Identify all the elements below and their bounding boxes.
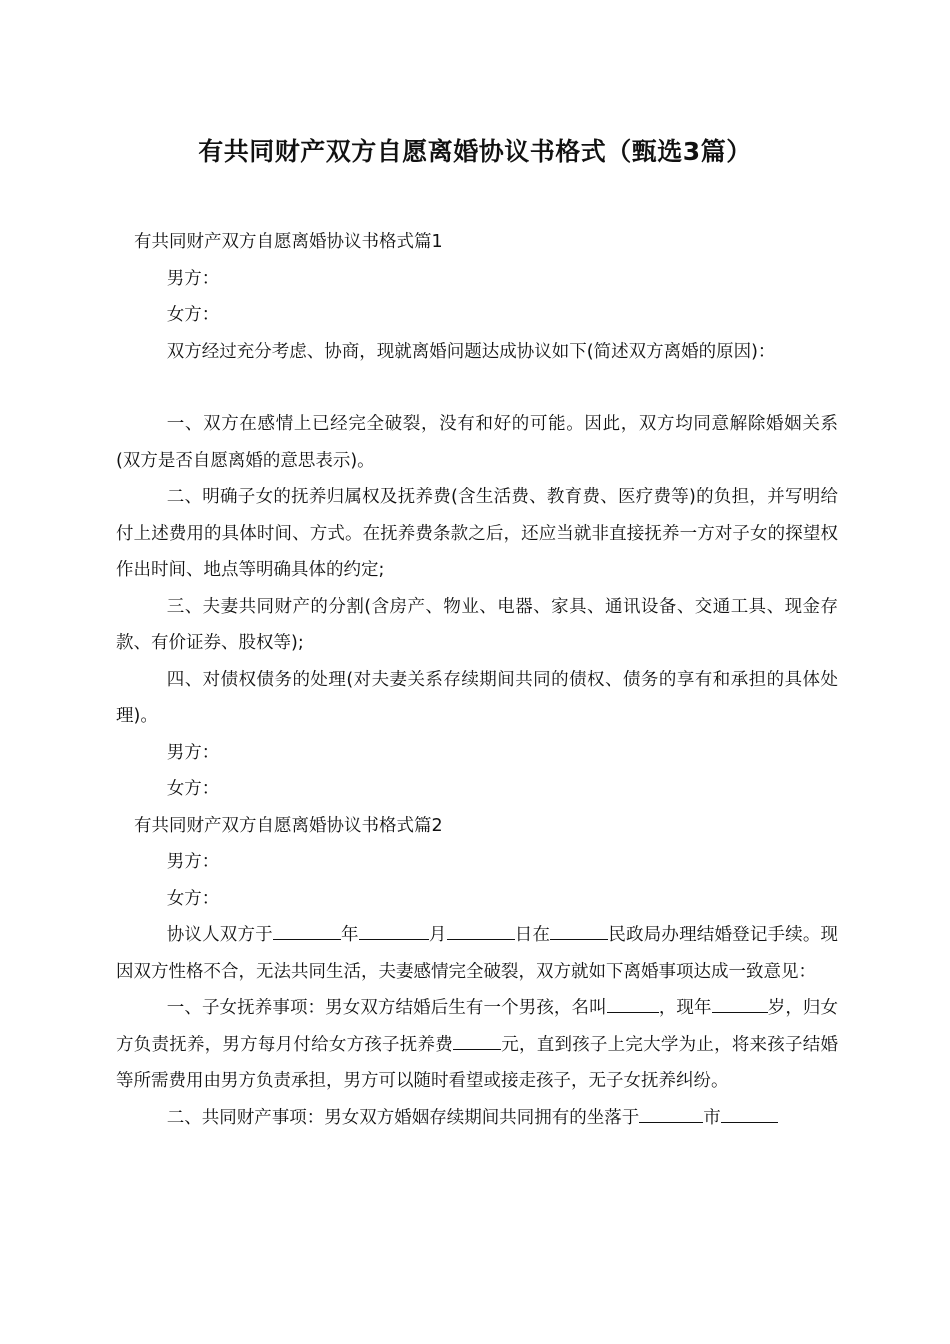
paragraph-gap xyxy=(116,370,838,406)
section2-agreement-paragraph xyxy=(116,917,838,990)
child-text-c: 岁，归女方负责抚养，男方每月付给女方孩子抚养费 xyxy=(116,998,839,1055)
month-label: 月 xyxy=(428,925,447,945)
section1-item2: 二、明确子女的抚养归属权及抚养费(含生活费、教育费、医疗费等)的负担，并写明给付上述费用的具体时间、方式。在抚养费条款之后，还应当就非直接抚养一方对子女的探望权作出时间、地点等明确具体的约定; xyxy=(116,487,838,580)
day-label: 日在 xyxy=(514,925,551,945)
document-body xyxy=(116,224,838,1136)
section1-male-label: 男方： xyxy=(166,268,220,289)
section2-child-paragraph xyxy=(116,990,838,1100)
section1-female-signature: 女方： xyxy=(166,779,220,799)
section1-female-label: 女方： xyxy=(166,305,220,325)
section1-intro: 双方经过充分考虑、协商，现就离婚问题达成协议如下(简述双方离婚的原因)： xyxy=(166,341,776,362)
section1-item4: 四、对债权债务的处理(对夫妻关系存续期间共同的债权、债务的享有和承担的具体处理)。 xyxy=(116,669,838,726)
child-age-blank xyxy=(712,994,758,1013)
child-name-blank xyxy=(607,994,659,1013)
child-text-b: ，现年 xyxy=(658,998,712,1018)
day-blank xyxy=(447,921,515,940)
bureau-blank xyxy=(550,921,608,940)
document-title: 有共同财产双方自愿离婚协议书格式（甄选3篇） xyxy=(198,137,752,166)
child-age-blank-wrap xyxy=(758,994,768,1013)
property-text-a: 二、共同财产事项：男女双方婚姻存续期间共同拥有的坐落于 xyxy=(166,1107,640,1128)
district-blank xyxy=(721,1103,778,1122)
child-text-a: 一、子女抚养事项：男女双方结婚后生有一个男孩，名叫 xyxy=(166,998,607,1018)
section1-male-signature: 男方： xyxy=(166,742,220,763)
section2-heading: 有共同财产双方自愿离婚协议书格式篇2 xyxy=(134,815,443,836)
month-blank xyxy=(359,921,429,940)
property-text-b: 市 xyxy=(703,1107,721,1128)
section2-property-paragraph xyxy=(116,1100,838,1137)
support-amount-blank xyxy=(453,1030,501,1049)
section1-item1: 一、双方在感情上已经完全破裂，没有和好的可能。因此，双方均同意解除婚姻关系(双方是否自愿离婚的意思表示)。 xyxy=(116,414,838,471)
section2-female-label: 女方： xyxy=(166,888,220,909)
section2-male-label: 男方： xyxy=(166,852,220,872)
agreement-text-start: 协议人双方于 xyxy=(166,925,273,945)
section1-heading: 有共同财产双方自愿离婚协议书格式篇1 xyxy=(134,232,443,252)
section1-item3: 三、夫妻共同财产的分割(含房产、物业、电器、家具、通讯设备、交通工具、现金存款、有价证券、股权等); xyxy=(116,596,838,653)
city-blank xyxy=(639,1103,703,1122)
child-text-d: 元，直到孩子上完大学为止，将来孩子结婚等所需费用由男方负责承担，男方可以随时看望或接走孩子，无子女抚养纠纷。 xyxy=(116,1034,838,1091)
year-blank xyxy=(273,921,341,940)
year-label: 年 xyxy=(340,925,359,945)
agreement-text-end: 民政局办理结婚登记手续。现因双方性格不合，无法共同生活，夫妻感情完全破裂，双方就如下离婚事项达成一致意见： xyxy=(116,925,839,982)
